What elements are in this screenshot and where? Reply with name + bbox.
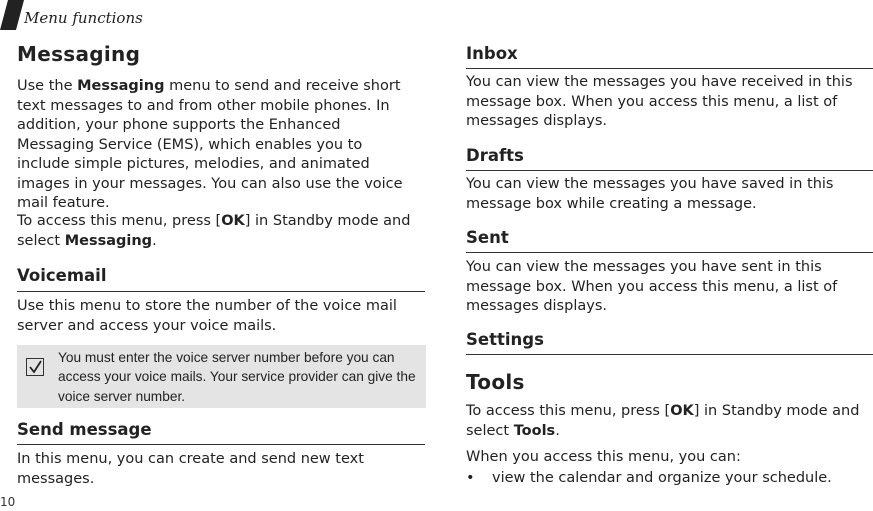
inbox-paragraph: You can view the messages you have received in this message box. When you access this menu, a list of messages displays.	[466, 74, 853, 129]
heading-voicemail: Voicemail	[17, 266, 107, 285]
heading-tools: Tools	[466, 370, 525, 394]
heading-rule	[17, 444, 425, 445]
send-message-paragraph: In this menu, you can create and send new text messages.	[17, 451, 364, 487]
heading-settings: Settings	[466, 330, 544, 349]
heading-rule	[466, 354, 873, 355]
heading-messaging: Messaging	[17, 42, 141, 66]
bullet-icon: •	[466, 470, 475, 486]
drafts-paragraph: You can view the messages you have saved in this message box while creating a message.	[466, 176, 834, 212]
tools-intro-paragraph: When you access this menu, you can:	[466, 449, 741, 465]
list-item: view the calendar and organize your schedule.	[492, 470, 832, 486]
heading-send-message: Send message	[17, 420, 152, 439]
page-number: 10	[0, 495, 16, 509]
header-tab-decoration	[0, 0, 24, 30]
heading-rule	[17, 291, 425, 292]
bold-term: Messaging	[64, 232, 153, 249]
text-run: To access this menu, press [	[466, 403, 671, 419]
note-box	[17, 345, 426, 408]
text-run: ] in Standby mode and select	[466, 403, 860, 439]
bold-term: OK	[670, 403, 694, 419]
heading-drafts: Drafts	[466, 146, 524, 165]
note-text: You must enter the voice server number before you can access your voice mails. Your service provider can give the voice server number.	[58, 350, 416, 404]
heading-rule	[466, 170, 873, 171]
text-run: To access this menu, press [	[17, 213, 222, 229]
bold-term: OK	[221, 213, 245, 229]
bold-term: Messaging	[77, 78, 165, 94]
heading-sent: Sent	[466, 228, 509, 247]
heading-rule	[466, 252, 873, 253]
section-title: Menu functions	[24, 9, 143, 27]
messaging-intro-paragraph	[17, 77, 417, 214]
messaging-access-paragraph	[17, 212, 427, 251]
sent-paragraph: You can view the messages you have sent in this message box. When you access this menu, a list of messages displays.	[466, 259, 838, 314]
checkmark-note-icon	[26, 358, 44, 376]
text-run: .	[555, 422, 560, 439]
heading-rule	[466, 68, 873, 69]
heading-inbox: Inbox	[466, 44, 518, 63]
page-header	[0, 0, 300, 34]
text-run: ] in Standby mode and select	[17, 213, 411, 249]
text-run: menu to send and receive short text messages to and from other mobile phones. In addition, your phone supports the Enhanced Messaging Service (EMS), which enables you to include simple pictures, melodies, and animated images in your messages. You can also use the voice mail feature.	[17, 78, 403, 211]
bold-term: Tools	[513, 422, 556, 439]
text-run: .	[152, 232, 157, 249]
voicemail-paragraph: Use this menu to store the number of the voice mail server and access your voice mails.	[17, 298, 397, 334]
text-run: Use the	[17, 78, 78, 94]
tools-access-paragraph	[466, 402, 871, 441]
